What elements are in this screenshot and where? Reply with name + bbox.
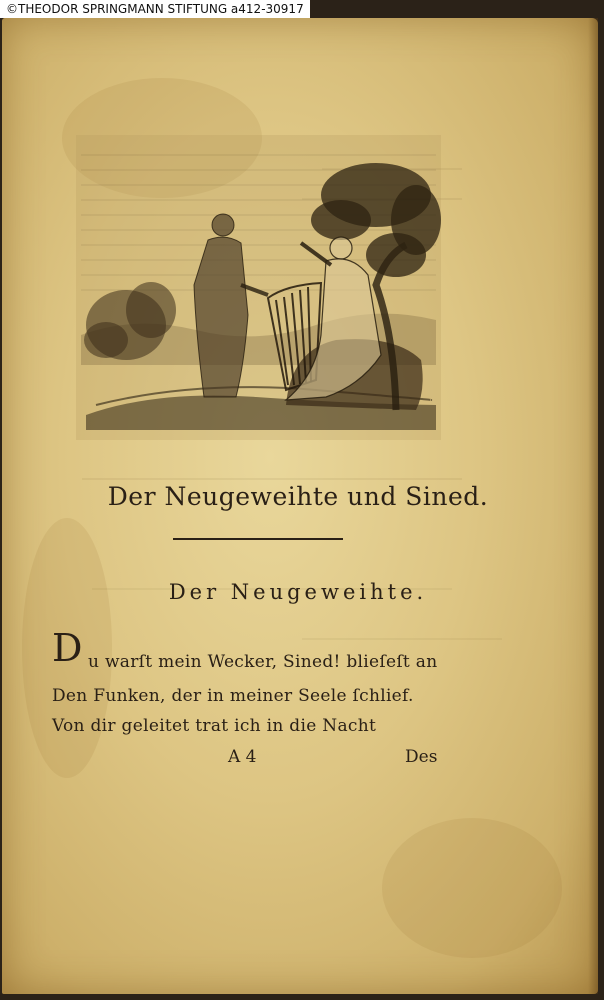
poem-line-1: u warſt mein Wecker, Sined! blieſeſt an [88, 652, 438, 672]
copyright-watermark: ©THEODOR SPRINGMANN STIFTUNG a412-30917 [0, 0, 310, 18]
title-divider [173, 538, 343, 540]
paper-stain [382, 818, 562, 958]
section-heading: Der Neugeweihte. [168, 580, 428, 604]
catchword: Des [405, 747, 438, 767]
signature-mark: A 4 [228, 747, 257, 767]
poem-line-3: Von dir geleitet trat ich in die Nacht [52, 716, 377, 736]
poem-line-2: Den Funken, der in meiner Seele ſchlief. [52, 686, 414, 706]
page-title: Der Neugeweihte und Sined. [107, 482, 489, 511]
drop-cap-initial: D [52, 626, 83, 670]
engraving-poet-with-harp-icon [76, 135, 441, 440]
